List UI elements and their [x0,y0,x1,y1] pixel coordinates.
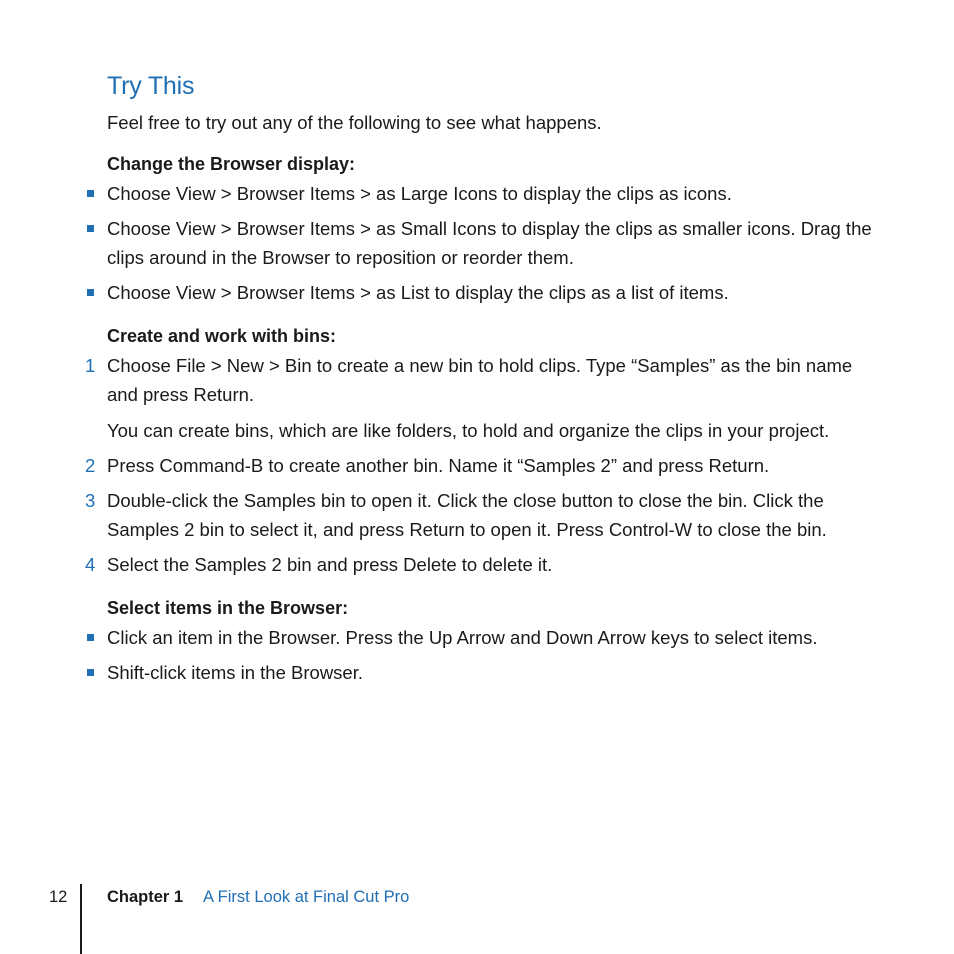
list-item-text: Choose View > Browser Items > as List to display the clips as a list of items. [107,282,729,303]
step-item [85,351,887,409]
step-item [85,451,887,480]
intro-text: Feel free to try out any of the following to see what happens. [107,112,602,133]
footer-divider [80,884,82,954]
step-number: 1 [85,355,96,376]
step-text: Press Command-B to create another bin. Name it “Samples 2” and press Return. [107,455,770,476]
section-heading-bins: Create and work with bins: [107,326,337,346]
bullet-square-icon [87,669,94,676]
step-note [107,416,887,445]
bullet-square-icon [87,289,94,296]
section-heading-select-items: Select items in the Browser: [107,598,349,618]
list-item [107,278,887,307]
footer-page-number: 12 [49,888,68,906]
bullet-square-icon [87,190,94,197]
step-number: 4 [85,554,96,575]
page-title: Try This [107,72,195,100]
footer-chapter-label: Chapter 1 [107,888,184,906]
step-number: 2 [85,455,96,476]
list-item-text: Click an item in the Browser. Press the Up Arrow and Down Arrow keys to select items. [107,627,818,648]
step-number: 3 [85,490,96,511]
footer-chapter-title: A First Look at Final Cut Pro [203,888,410,906]
list-item-text: Choose View > Browser Items > as Small Icons to display the clips as smaller icons. Drag the clips around in the Browser to reposition or reorder them. [107,218,872,268]
step-note-text: You can create bins, which are like folders, to hold and organize the clips in your project. [107,420,830,441]
list-item-text: Shift-click items in the Browser. [107,662,363,683]
list-item [107,623,887,652]
list-item [107,179,887,208]
section-heading-browser-display: Change the Browser display: [107,154,356,174]
bullet-square-icon [87,634,94,641]
step-item [85,486,887,544]
list-item-text: Choose View > Browser Items > as Large Icons to display the clips as icons. [107,183,732,204]
list-item [107,658,887,687]
list-item [107,214,887,272]
step-text: Choose File > New > Bin to create a new bin to hold clips. Type “Samples” as the bin name and press Return. [107,355,853,405]
step-text: Double-click the Samples bin to open it. Click the close button to close the bin. Click the Samples 2 bin to select it, and press Return to open it. Press Control-W to close the bin. [107,490,827,540]
step-text: Select the Samples 2 bin and press Delete to delete it. [107,554,553,575]
step-item [85,550,887,579]
bullet-square-icon [87,225,94,232]
